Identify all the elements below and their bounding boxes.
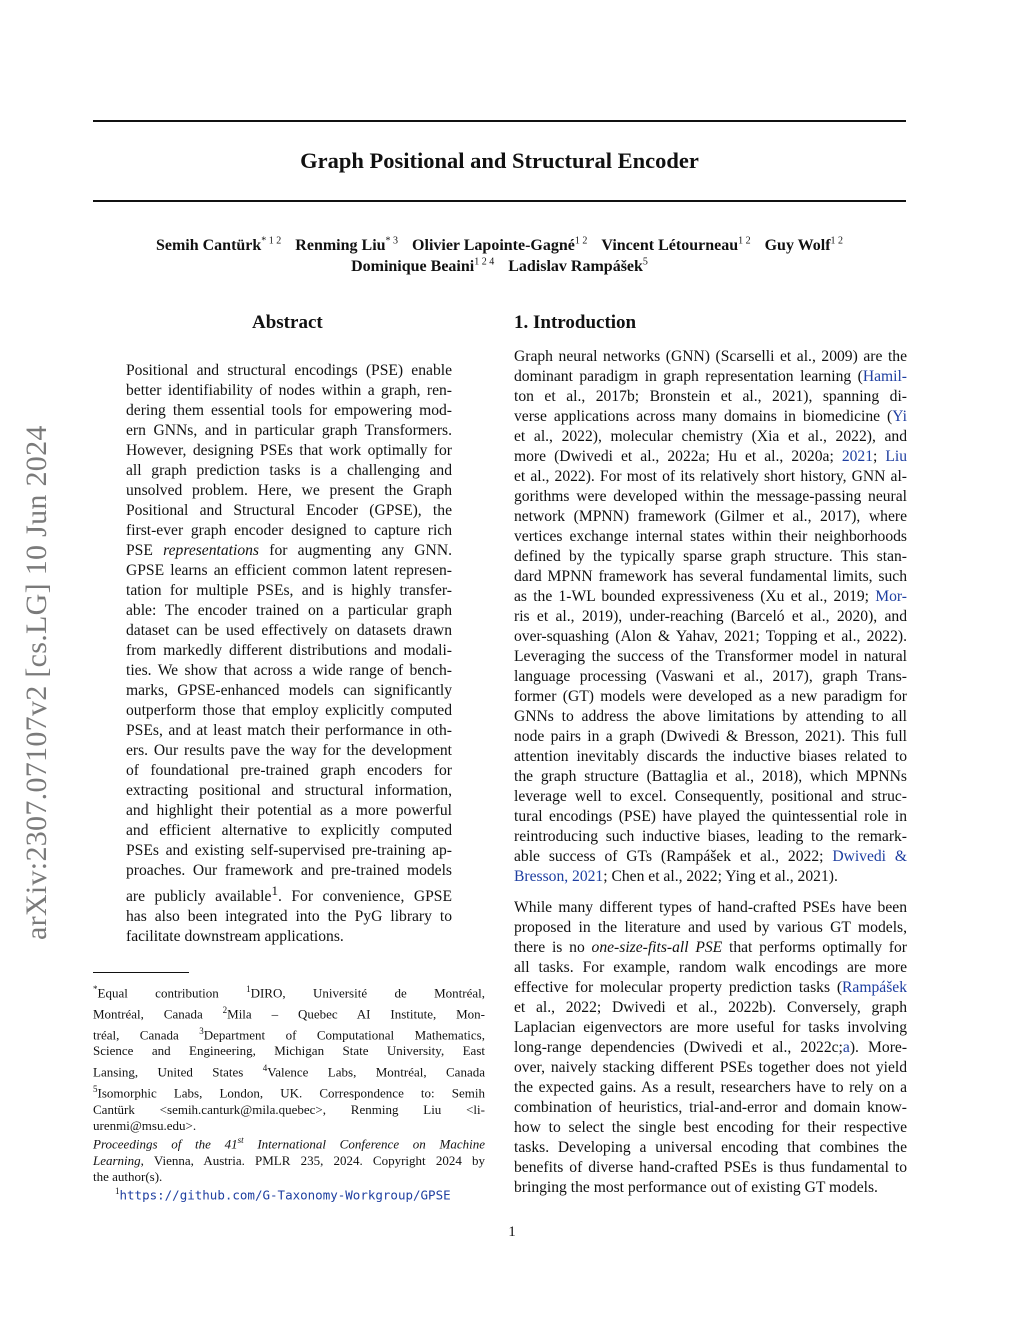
text-run: unsolved problem. Here, we present the Graph bbox=[126, 482, 452, 499]
citation-link[interactable]: Dwivedi & bbox=[832, 848, 907, 865]
abstract-line bbox=[126, 927, 452, 947]
abstract-line bbox=[126, 581, 452, 601]
footnote-line bbox=[93, 1043, 485, 1060]
text-run: over, naively stacking different PSEs together does not yield bbox=[514, 1059, 907, 1076]
intro-line bbox=[514, 767, 907, 787]
text-run: ), where bbox=[851, 508, 907, 525]
author: Guy Wolf$^{1 2}$ bbox=[764, 236, 844, 255]
footnote-line bbox=[93, 981, 485, 1002]
author-line-2 bbox=[93, 257, 906, 276]
intro-line bbox=[514, 567, 907, 587]
text-run: Equal contribution bbox=[97, 985, 247, 1001]
text-run: GNNs to address the above limitations by attending to all bbox=[514, 708, 907, 725]
intro-line bbox=[514, 1138, 907, 1158]
text-run: proposed in the literature and used by various GT models, bbox=[514, 919, 907, 936]
text-run: Vaswani et al., 2017 bbox=[661, 668, 804, 685]
text-run: et al., 2022 bbox=[514, 468, 586, 485]
text-run: While many different types of hand-crafted PSEs have been bbox=[514, 899, 907, 916]
paper-title: Graph Positional and Structural Encoder bbox=[300, 148, 699, 173]
text-run: ; bbox=[634, 388, 650, 405]
text-run: ). bbox=[897, 628, 907, 645]
text-run: ), graph Trans- bbox=[803, 668, 907, 685]
citation-link[interactable]: Yi bbox=[892, 408, 907, 425]
intro-line bbox=[514, 898, 907, 918]
text-run: effective for molecular property prediction tasks ( bbox=[514, 979, 843, 996]
author-line-1 bbox=[93, 236, 906, 255]
text-run: reintroducing such inductive biases, leading to the remark- bbox=[514, 828, 907, 845]
footnote-rule bbox=[93, 972, 189, 973]
text-run: node pairs in a graph ( bbox=[514, 728, 667, 745]
italic-text: Proceedings of the bbox=[93, 1136, 225, 1152]
text-run: Lansing, United States bbox=[93, 1064, 263, 1080]
text-run: as the 1-WL bounded expressiveness ( bbox=[514, 588, 766, 605]
abstract-body bbox=[126, 361, 452, 947]
text-run: facilitate downstream applications. bbox=[126, 928, 344, 946]
abstract-line bbox=[126, 907, 452, 927]
abstract-line bbox=[126, 801, 452, 821]
abstract-line bbox=[126, 381, 452, 401]
text-run: long-range dependencies ( bbox=[514, 1039, 690, 1056]
author: Renming Liu$^{* 3}$ bbox=[295, 236, 399, 255]
intro-line bbox=[514, 867, 907, 887]
text-run: Rampášek et al., 2022 bbox=[666, 848, 820, 865]
intro-line bbox=[514, 467, 907, 487]
abstract-line bbox=[126, 521, 452, 541]
text-run: bringing the most performance out of existing GT models. bbox=[514, 1179, 878, 1196]
abstract-line bbox=[126, 661, 452, 681]
text-run: ern GNNs, and in particular graph Transformers. bbox=[126, 422, 452, 439]
text-run: dataset can be used effectively on datasets drawn bbox=[126, 622, 452, 639]
text-run: Barceló et al., 2020 bbox=[736, 608, 869, 625]
citation-link[interactable]: a bbox=[842, 1039, 850, 1056]
footnote-mark: 1 bbox=[271, 883, 278, 898]
italic-text: Learning bbox=[93, 1152, 141, 1168]
github-link[interactable]: https://github.com/G-Taxonomy-Workgroup/GPSE bbox=[119, 1187, 451, 1203]
intro-line bbox=[514, 387, 907, 407]
text-run: Scarselli et al., 2009 bbox=[720, 348, 853, 365]
intro-line bbox=[514, 407, 907, 427]
text-run: able success of GTs ( bbox=[514, 848, 667, 865]
text-run: et al., 2022 bbox=[514, 999, 597, 1016]
text-run: ; bbox=[603, 868, 612, 885]
text-run: Battaglia et al., 2018 bbox=[651, 768, 794, 785]
top-rule bbox=[93, 120, 906, 122]
text-run: defined by the typically sparse graph structure. This stan- bbox=[514, 548, 907, 565]
italic-text: International Conference on Machine bbox=[243, 1136, 485, 1152]
abstract-line bbox=[126, 701, 452, 721]
text-run: of foundational pre-trained graph encoders for bbox=[126, 762, 452, 779]
text-run: , Vienna, Austria. PMLR 235, 2024. Copyright 2024 by bbox=[140, 1152, 485, 1168]
text-run: for augmenting any GNN. bbox=[259, 542, 452, 559]
intro-line bbox=[514, 527, 907, 547]
text-run: Chen et al., 2022 bbox=[611, 868, 718, 885]
abstract-line bbox=[126, 841, 452, 861]
text-run: are publicly available bbox=[126, 888, 272, 906]
text-run: dard MPNN framework has several fundamental limits, such bbox=[514, 568, 907, 585]
text-run: tation for multiple PSEs, and is highly transfer- bbox=[126, 582, 452, 599]
intro-line bbox=[514, 1118, 907, 1138]
text-run: all graph prediction tasks is a challenging and bbox=[126, 462, 452, 479]
text-run: Dwivedi et al., 2022a bbox=[559, 448, 706, 465]
text-run: et al., 2022 bbox=[514, 428, 593, 445]
footnote-line bbox=[93, 1102, 485, 1119]
text-run: ), spanning di- bbox=[803, 388, 907, 405]
intro-line bbox=[514, 958, 907, 978]
emphasis-text: one-size-fits-all PSE bbox=[591, 939, 723, 956]
page-number: 1 bbox=[508, 1224, 516, 1240]
text-run: the graph structure ( bbox=[514, 768, 652, 785]
text-run: ), and bbox=[866, 428, 907, 445]
italic-text: 41 bbox=[224, 1136, 238, 1152]
intro-line bbox=[514, 827, 907, 847]
intro-line bbox=[514, 1158, 907, 1178]
intro-line bbox=[514, 427, 907, 447]
citation-link[interactable]: Hamil- bbox=[862, 368, 907, 385]
text-run: former (GT) models were developed as a new paradigm for bbox=[514, 688, 907, 705]
text-run: that performs optimally for bbox=[722, 939, 907, 956]
text-run: Alon & Yahav, 2021 bbox=[620, 628, 756, 645]
intro-line bbox=[514, 938, 907, 958]
proceedings-line bbox=[93, 1132, 485, 1153]
intro-line bbox=[514, 587, 907, 607]
text-run: leverage well to excel. Consequently, positional and struc- bbox=[514, 788, 907, 805]
text-run: Graph neural networks (GNN) ( bbox=[514, 348, 721, 365]
text-run: ; bbox=[864, 588, 876, 605]
text-run: DIRO, Université de Montréal, bbox=[250, 985, 485, 1001]
abstract-line bbox=[126, 681, 452, 701]
footnote-line bbox=[93, 1002, 485, 1023]
abstract-line bbox=[126, 561, 452, 581]
text-run: . For convenience, GPSE bbox=[277, 888, 452, 906]
text-run: dominant paradigm in graph representation learning ( bbox=[514, 368, 863, 385]
text-run: Dwivedi et al., 2022c bbox=[689, 1039, 839, 1056]
text-run: extracting positional and structural information, bbox=[126, 782, 452, 799]
text-run: Montréal, Canada bbox=[93, 1006, 223, 1022]
text-run: benefits of diverse hand-crafted PSEs is thus fundamental to bbox=[514, 1159, 907, 1176]
text-run: dering them essential tools for empowering mod- bbox=[126, 402, 452, 419]
intro-line bbox=[514, 487, 907, 507]
text-run: Leveraging the success of the Transformer model in natural bbox=[514, 648, 907, 665]
footnote-line bbox=[93, 1023, 485, 1044]
text-run: urenmi@msu.edu>. bbox=[93, 1118, 197, 1134]
intro-line bbox=[514, 687, 907, 707]
text-run: the author(s). bbox=[93, 1169, 163, 1185]
text-run: first-ever graph encoder designed to capture rich bbox=[126, 522, 452, 539]
citation-link[interactable]: Rampášek bbox=[842, 979, 907, 996]
text-run: ). Conversely, graph bbox=[767, 999, 907, 1016]
proceedings-line bbox=[93, 1153, 485, 1170]
text-run: Dwivedi & Bresson, 2021 bbox=[666, 728, 837, 745]
text-run: Department of Computational Mathematics, bbox=[203, 1026, 485, 1042]
text-run: ; bbox=[819, 848, 833, 865]
text-run: Gilmer et al., 2017 bbox=[719, 508, 852, 525]
text-run: Valence Labs, Montréal, Canada bbox=[267, 1064, 485, 1080]
intro-line bbox=[514, 627, 907, 647]
text-run: ). For most of its relatively short history, GNN al- bbox=[585, 468, 908, 485]
affiliations-footnote bbox=[93, 981, 485, 1135]
text-run: has also been integrated into the PyG library to bbox=[126, 908, 452, 926]
intro-line bbox=[514, 1178, 907, 1198]
author: Olivier Lapointe-Gagné$^{1 2}$ bbox=[412, 236, 588, 255]
text-run: more ( bbox=[514, 448, 560, 465]
abstract-line bbox=[126, 721, 452, 741]
abstract-line bbox=[126, 641, 452, 661]
proceedings-note bbox=[93, 1132, 485, 1186]
text-run: ; bbox=[596, 999, 612, 1016]
text-run: ) are the bbox=[852, 348, 907, 365]
intro-line bbox=[514, 727, 907, 747]
intro-paragraph-1 bbox=[514, 347, 907, 887]
text-run: Mila – Quebec AI Institute, Mon- bbox=[227, 1006, 485, 1022]
affiliation-mark: 2 bbox=[222, 1004, 228, 1015]
author: Dominique Beaini$^{1 2 4}$ bbox=[351, 257, 495, 276]
abstract-line bbox=[126, 501, 452, 521]
text-run: outperform those that employ explicitly computed bbox=[126, 702, 452, 719]
emphasis-text: representations bbox=[163, 542, 259, 559]
text-run: ). This full bbox=[836, 728, 908, 745]
abstract-line bbox=[126, 881, 452, 907]
text-run: Isomorphic Labs, London, UK. Correspondence to: Semih bbox=[97, 1085, 485, 1101]
text-run: ). bbox=[828, 868, 838, 885]
text-run: PSEs, and at least match their performance in oth- bbox=[126, 722, 452, 739]
abstract-line bbox=[126, 401, 452, 421]
abstract-line bbox=[126, 861, 452, 881]
intro-line bbox=[514, 367, 907, 387]
text-run: Positional and structural encodings (PSE) enable bbox=[126, 362, 452, 379]
text-run: ris et al., 2019 bbox=[514, 608, 614, 625]
intro-line bbox=[514, 1098, 907, 1118]
intro-line bbox=[514, 347, 907, 367]
intro-line bbox=[514, 978, 907, 998]
text-run: ; bbox=[838, 1039, 843, 1056]
text-run: PSEs and existing self-supervised pre-training ap- bbox=[126, 842, 452, 859]
intro-line bbox=[514, 667, 907, 687]
text-run: how to select the single best encoding for their respective bbox=[514, 1119, 907, 1136]
intro-line bbox=[514, 847, 907, 867]
abstract-line bbox=[126, 761, 452, 781]
author: Ladislav Rampášek$^5$ bbox=[508, 257, 648, 276]
citation-link[interactable]: Bresson, 2021 bbox=[514, 868, 604, 885]
affiliation-mark: 5 bbox=[93, 1083, 98, 1094]
text-run: GPSE learns an efficient common latent represen- bbox=[126, 562, 452, 579]
intro-line bbox=[514, 747, 907, 767]
intro-line bbox=[514, 918, 907, 938]
text-run: ; bbox=[717, 868, 726, 885]
intro-line bbox=[514, 1018, 907, 1038]
affiliation-mark: 3 bbox=[199, 1025, 204, 1036]
intro-line bbox=[514, 1058, 907, 1078]
text-run: Xu et al., 2019 bbox=[765, 588, 865, 605]
text-run: from markedly different distributions and modali- bbox=[126, 642, 452, 659]
author: Vincent Létourneau$^{1 2}$ bbox=[601, 236, 751, 255]
text-run: PSE bbox=[126, 542, 164, 559]
intro-line bbox=[514, 998, 907, 1018]
abstract-line bbox=[126, 541, 452, 561]
text-run: Dwivedi et al., 2022b bbox=[611, 999, 768, 1016]
text-run: ; bbox=[755, 628, 766, 645]
text-run: tural encodings (PSE) have played the quintessential role in bbox=[514, 808, 907, 825]
introduction-heading: 1. Introduction bbox=[514, 312, 637, 333]
intro-line bbox=[514, 447, 907, 467]
text-run: ; bbox=[705, 448, 718, 465]
text-run: ). More- bbox=[849, 1039, 908, 1056]
abstract-line bbox=[126, 361, 452, 381]
ordinal-suffix: st bbox=[237, 1135, 244, 1145]
text-run: vertices exchange internal states within their neighborhoods bbox=[514, 528, 907, 545]
text-run: network (MPNN) framework ( bbox=[514, 508, 720, 525]
abstract-line bbox=[126, 621, 452, 641]
text-run: verse applications across many domains in biomedicine ( bbox=[514, 408, 893, 425]
text-run: ers. Our results pave the way for the development bbox=[126, 742, 452, 759]
text-run: Laplacian eigenvectors are more useful for tasks involving bbox=[514, 1019, 907, 1036]
text-run: However, designing PSEs that work optimally for bbox=[126, 442, 452, 459]
abstract-line bbox=[126, 481, 452, 501]
text-run: better identifiability of nodes within a graph, ren- bbox=[126, 382, 452, 399]
text-run: and efficient alternative to explicitly computed bbox=[126, 822, 452, 839]
intro-line bbox=[514, 607, 907, 627]
text-run: tréal, Canada bbox=[93, 1026, 200, 1042]
text-run: the expected gains. As a result, researchers have to rely on a bbox=[514, 1079, 907, 1096]
text-run: Bronstein et al., 2021 bbox=[649, 388, 804, 405]
text-run: language processing ( bbox=[514, 668, 662, 685]
text-run: ), molecular chemistry ( bbox=[592, 428, 757, 445]
text-run: ), and bbox=[868, 608, 907, 625]
intro-line bbox=[514, 707, 907, 727]
text-run: Xia et al., 2022 bbox=[756, 428, 867, 445]
text-run: tasks. Developing a universal encoding that combines the bbox=[514, 1139, 907, 1156]
abstract-line bbox=[126, 741, 452, 761]
text-run: Hu et al., 2020a bbox=[717, 448, 830, 465]
text-run: ; bbox=[873, 448, 886, 465]
intro-paragraph-2 bbox=[514, 898, 907, 1198]
title-bottom-rule bbox=[93, 200, 906, 202]
url-footnote: $^1$https://github.com/G-Taxonomy-Workgroup/GPSE bbox=[115, 1186, 451, 1203]
text-run: Cantürk <semih.canturk@mila.quebec>, Renming Liu <li- bbox=[93, 1101, 485, 1117]
intro-line bbox=[514, 647, 907, 667]
text-run: Topping et al., 2022 bbox=[765, 628, 898, 645]
text-run: ties. We show that across a wide range of bench- bbox=[126, 662, 452, 679]
text-run: marks, GPSE-enhanced models can significantly bbox=[126, 682, 452, 699]
footnote-line bbox=[93, 1081, 485, 1102]
citation-link[interactable]: Mor- bbox=[875, 588, 907, 605]
text-run: there is no bbox=[514, 939, 592, 956]
abstract-heading: Abstract bbox=[252, 312, 323, 333]
abstract-line bbox=[126, 781, 452, 801]
arxiv-identifier: arXiv:2307.07107v2 [cs.LG] 10 Jun 2024 bbox=[20, 425, 53, 940]
footnote-line bbox=[93, 1060, 485, 1081]
text-run: ton et al., 2017b bbox=[514, 388, 635, 405]
text-run: and highlight their potential as a more powerful bbox=[126, 802, 452, 819]
text-run: ), which MPNNs bbox=[793, 768, 907, 785]
text-run: Ying et al., 2021 bbox=[725, 868, 829, 885]
text-run: Positional and Structural Encoder (GPSE), the bbox=[126, 502, 452, 519]
text-run: able: The encoder trained on a particular graph bbox=[126, 602, 452, 619]
abstract-line bbox=[126, 821, 452, 841]
affiliation-mark: 4 bbox=[262, 1062, 268, 1073]
author: Semih Cantürk$^{* 1 2}$ bbox=[155, 236, 282, 255]
affiliation-mark: 1 bbox=[246, 984, 251, 994]
text-run: ), under-reaching ( bbox=[613, 608, 737, 625]
text-run: over-squashing ( bbox=[514, 628, 621, 645]
abstract-line bbox=[126, 461, 452, 481]
citation-link[interactable]: 2021 bbox=[841, 448, 873, 465]
text-run: Science and Engineering, Michigan State University, East bbox=[93, 1043, 485, 1059]
abstract-line bbox=[126, 421, 452, 441]
intro-line bbox=[514, 1078, 907, 1098]
citation-link[interactable]: Liu bbox=[885, 448, 908, 465]
intro-line bbox=[514, 787, 907, 807]
text-run: proaches. Our framework and pre-trained models bbox=[126, 862, 452, 879]
intro-line bbox=[514, 547, 907, 567]
text-run: all tasks. For example, random walk encodings are more bbox=[514, 959, 907, 976]
intro-line bbox=[514, 807, 907, 827]
intro-line bbox=[514, 1038, 907, 1058]
text-run: attention inevitably discards the inductive biases related to bbox=[514, 748, 907, 765]
text-run: ; bbox=[829, 448, 842, 465]
text-run: combination of heuristics, trial-and-error and domain know- bbox=[514, 1099, 907, 1116]
affiliation-mark: * bbox=[93, 984, 98, 994]
abstract-line bbox=[126, 601, 452, 621]
text-run: gorithms were developed within the message-passing neural bbox=[514, 488, 907, 505]
intro-line bbox=[514, 507, 907, 527]
abstract-line bbox=[126, 441, 452, 461]
